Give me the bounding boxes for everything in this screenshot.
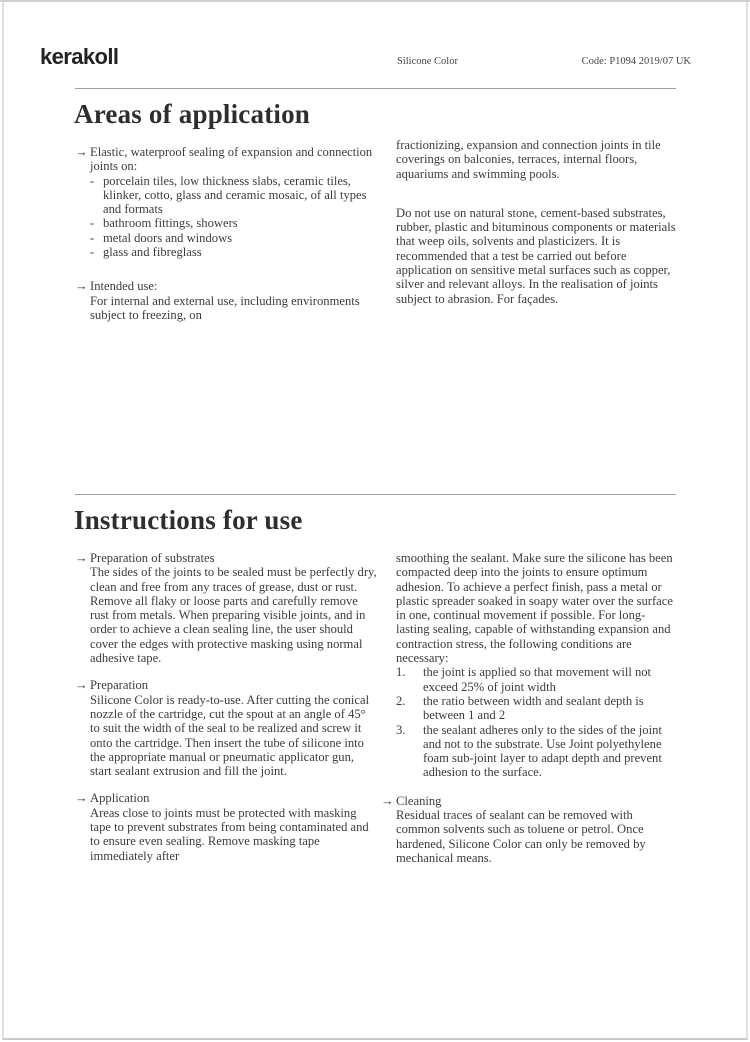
sub-bullet-text: porcelain tiles, low thickness slabs, ceramic tiles, klinker, cotto, glass and ceramic mosaic, of all types and formats bbox=[103, 173, 367, 217]
sub-bullet-text: bathroom fittings, showers bbox=[103, 216, 238, 231]
page-top-border bbox=[0, 0, 750, 2]
arrow-icon: → bbox=[75, 279, 88, 294]
bullet-text: Elastic, waterproof sealing of expansion and connection joints on: bbox=[90, 145, 373, 174]
block-heading: Preparation of substrates bbox=[90, 551, 215, 565]
instruction-block-application bbox=[75, 791, 377, 862]
dash-icon: - bbox=[90, 245, 95, 260]
areas-right-column bbox=[396, 138, 678, 306]
block-content bbox=[396, 794, 678, 865]
paragraph: smoothing the sealant. Make sure the silicone has been compacted deep into the joints to ensure optimum adhesion. To achieve a perfect finish, pass a metal or plastic spreader soaked in soapy water over the surface in one, continual movement if possible. For long-lasting sealing, capable of withstanding expansion and contraction stress, the following conditions are necessary: bbox=[396, 551, 673, 666]
sub-bullet-item bbox=[90, 245, 377, 259]
instruction-block-preparation-of-substrates bbox=[75, 551, 377, 665]
section-title-areas: Areas of application bbox=[74, 99, 311, 129]
dash-icon: - bbox=[90, 216, 95, 231]
item-number: 1. bbox=[396, 665, 406, 680]
section-divider bbox=[75, 494, 676, 495]
block-body: Residual traces of sealant can be removed with common solvents such as toluene or petrol. Once hardened, Silicone Color can only be removed by mechanical means. bbox=[396, 808, 646, 865]
areas-left-column bbox=[75, 145, 377, 322]
section-title-instructions: Instructions for use bbox=[74, 505, 303, 535]
instructions-left-column bbox=[75, 551, 377, 863]
instruction-block-preparation bbox=[75, 678, 377, 778]
document-code: Code: P1094 2019/07 UK bbox=[581, 56, 691, 67]
instructions-right-column bbox=[381, 551, 678, 865]
bullet-content bbox=[90, 279, 377, 322]
kerakoll-logo: kerakoll bbox=[40, 44, 119, 69]
item-text: the ratio between width and sealant depth is between 1 and 2 bbox=[423, 693, 644, 723]
block-heading: Application bbox=[90, 791, 150, 806]
bullet-text: For internal and external use, including environments subject to freezing, on bbox=[90, 293, 360, 322]
sub-bullet-item bbox=[90, 174, 377, 217]
section-divider bbox=[75, 88, 676, 89]
block-content bbox=[90, 678, 377, 778]
block-heading: Preparation bbox=[90, 678, 149, 693]
sub-bullet-text: glass and fibreglass bbox=[103, 245, 202, 260]
numbered-list bbox=[381, 665, 678, 779]
block-heading: Cleaning bbox=[396, 793, 442, 808]
bullet-heading: Intended use: bbox=[90, 279, 158, 294]
item-text: the sealant adheres only to the sides of the joint and not to the substrate. Use Joint polyethylene foam sub-joint layer to adapt depth and prevent adhesion to the surface. bbox=[423, 722, 662, 780]
instruction-block-cleaning bbox=[381, 794, 678, 865]
arrow-icon: → bbox=[381, 793, 394, 808]
dash-icon: - bbox=[90, 230, 95, 245]
paragraph: fractionizing, expansion and connection joints in tile coverings on balconies, terraces, internal floors, aquariums and swimming pools. bbox=[396, 138, 661, 181]
document-title: Silicone Color bbox=[397, 56, 458, 67]
bullet-item bbox=[75, 145, 377, 259]
block-body: Silicone Color is ready-to-use. After cutting the conical nozzle of the cartridge, cut the spout at an angle of 45° to suit the width of the seal to be realized and screw it onto the cartridge. Then insert the tube of silicone into the appropriate manual or pneumatic applicator gun, start sealant extrusion and fill the joint. bbox=[90, 692, 370, 779]
dash-icon: - bbox=[90, 173, 95, 188]
bullet-content bbox=[90, 145, 377, 259]
arrow-icon: → bbox=[75, 791, 88, 806]
numbered-item bbox=[396, 665, 678, 694]
block-content bbox=[90, 791, 377, 862]
block-content bbox=[90, 551, 377, 665]
arrow-icon: → bbox=[75, 678, 88, 693]
arrow-icon: → bbox=[75, 145, 88, 159]
bullet-item-intended-use bbox=[75, 279, 377, 322]
sub-bullet-item bbox=[90, 216, 377, 230]
item-text: the joint is applied so that movement will not exceed 25% of joint width bbox=[423, 665, 652, 694]
block-body: The sides of the joints to be sealed must be perfectly dry, clean and free from any traces of grease, dust or rust. Remove all flaky or loose parts and carefully remove rust from metals. When preparing visible joints, and in order to achieve a clean sealing line, the user should cover the edges with protective masking using normal adhesive tape. bbox=[90, 565, 377, 666]
arrow-icon: → bbox=[75, 551, 88, 565]
sub-bullet-text: metal doors and windows bbox=[103, 230, 233, 245]
numbered-item bbox=[396, 723, 678, 780]
numbered-item bbox=[396, 694, 678, 723]
block-body: Areas close to joints must be protected with masking tape to prevent substrates from being contaminated and to ensure even sealing. Remove masking tape immediately after bbox=[90, 805, 369, 863]
sub-bullet-item bbox=[90, 231, 377, 245]
item-number: 2. bbox=[396, 693, 406, 708]
paragraph: Do not use on natural stone, cement-based substrates, rubber, plastic and bituminous components or materials that weep oils, solvents and plasticizers. It is recommended that a test be carried out before application on sensitive metal surfaces such as copper, silver and relevant alloys. In the realisation of joints subject to abrasion. For façades. bbox=[396, 205, 676, 306]
item-number: 3. bbox=[396, 722, 406, 737]
